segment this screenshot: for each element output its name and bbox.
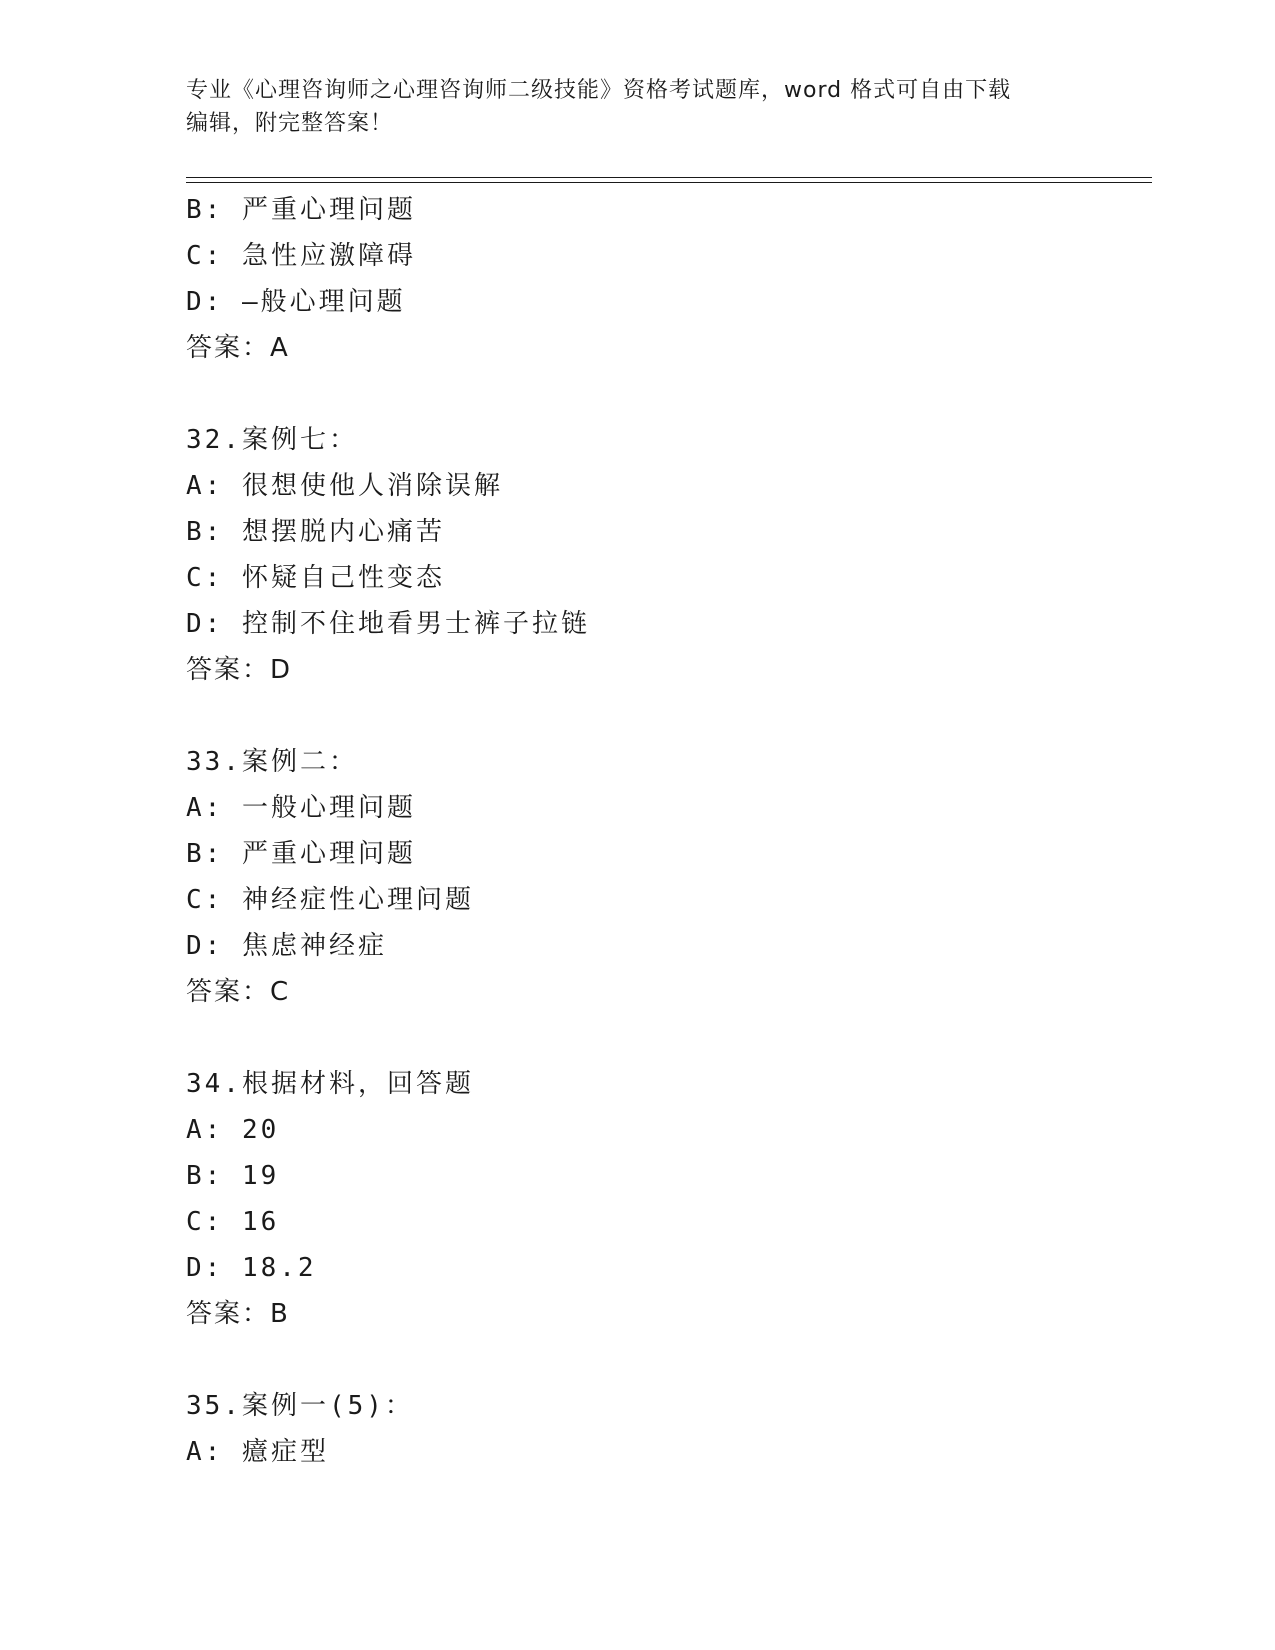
- question-title: 33.案例二：: [186, 747, 358, 777]
- option-a: A: 20: [186, 1115, 280, 1145]
- option-c: C: 急性应激障碍: [186, 241, 416, 271]
- document-header: [186, 74, 1086, 140]
- question-title: 32.案例七：: [186, 425, 358, 455]
- header-line-2: 编辑，附完整答案！: [186, 111, 394, 136]
- header-divider-bottom: [186, 182, 1152, 183]
- answer: 答案：C: [186, 977, 291, 1007]
- option-b: B: 19: [186, 1161, 280, 1191]
- option-c: C: 16: [186, 1207, 280, 1237]
- question-33: [186, 739, 1146, 1015]
- question-32: [186, 417, 1146, 693]
- question-title: 35.案例一(5)：: [186, 1391, 414, 1421]
- option-c: C: 怀疑自己性变态: [186, 563, 445, 593]
- header-divider-top: [186, 177, 1152, 178]
- answer: 答案：A: [186, 333, 290, 363]
- option-d: D: 18.2: [186, 1253, 317, 1283]
- option-c: C: 神经症性心理问题: [186, 885, 474, 915]
- option-d: D: 控制不住地看男士裤子拉链: [186, 609, 590, 639]
- question-31-tail: [186, 187, 1146, 371]
- option-d: D: —般心理问题: [186, 287, 406, 317]
- question-34: [186, 1061, 1146, 1337]
- option-a: A: 一般心理问题: [186, 793, 416, 823]
- option-d: D: 焦虑神经症: [186, 931, 387, 961]
- question-35: [186, 1383, 1146, 1475]
- header-line-1: 专业《心理咨询师之心理咨询师二级技能》资格考试题库，word 格式可自由下载: [186, 78, 1012, 103]
- question-list: [186, 187, 1146, 1475]
- option-b: B: 想摆脱内心痛苦: [186, 517, 445, 547]
- answer: 答案：D: [186, 655, 293, 685]
- option-a: A: 癔症型: [186, 1437, 329, 1467]
- option-b: B: 严重心理问题: [186, 839, 416, 869]
- option-a: A: 很想使他人消除误解: [186, 471, 503, 501]
- question-title: 34.根据材料，回答题: [186, 1069, 474, 1099]
- option-b: B: 严重心理问题: [186, 195, 416, 225]
- answer: 答案：B: [186, 1299, 290, 1329]
